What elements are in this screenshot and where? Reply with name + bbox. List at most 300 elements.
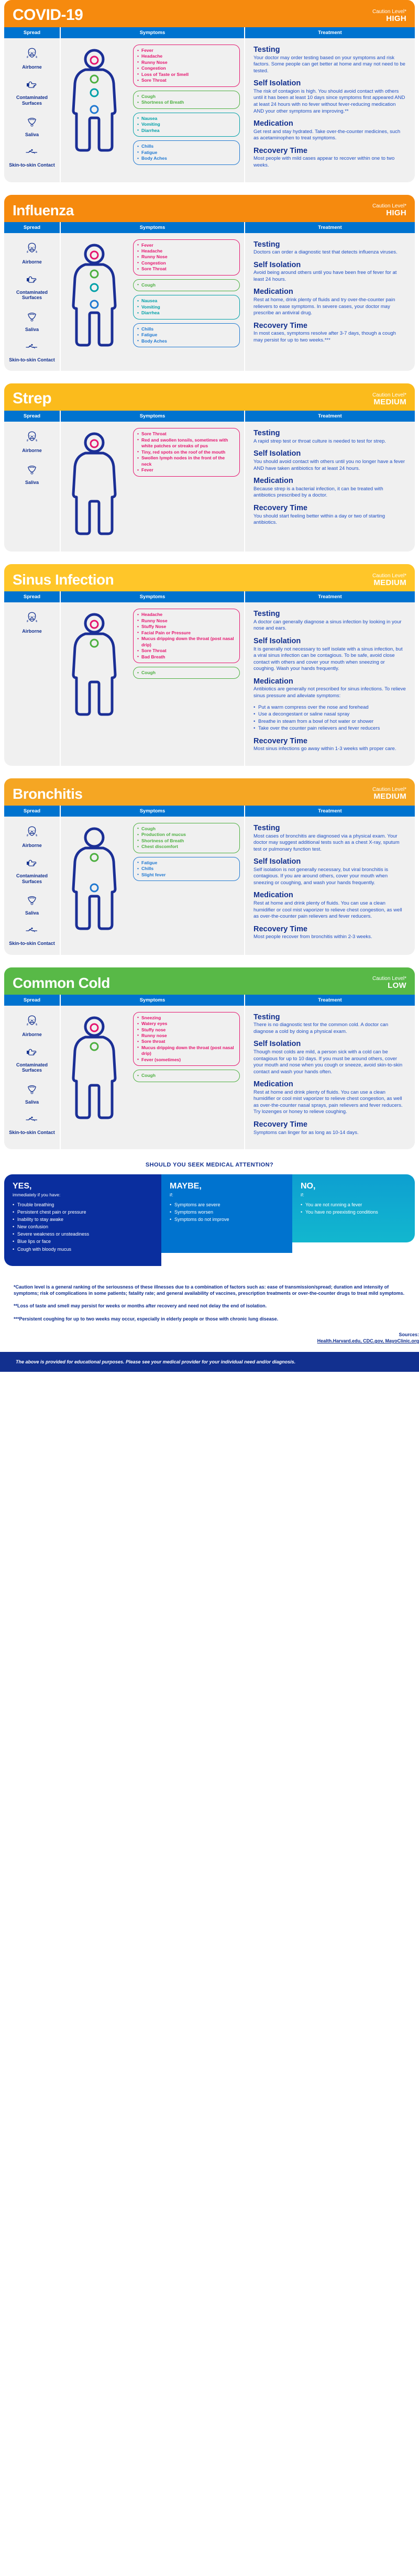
disclaimer-bar: The above is provided for educational purposes. Please see your medical provider for your individual need and/or diagnosis. <box>0 1352 419 1372</box>
column-header-symptoms: Symptoms <box>61 411 245 422</box>
footnotes <box>14 1284 405 1322</box>
treatment-block <box>253 925 406 941</box>
body-figure <box>63 45 126 162</box>
column-header-symptoms: Symptoms <box>61 222 245 233</box>
treatment-heading: Recovery Time <box>253 503 307 512</box>
card-header <box>4 778 415 806</box>
treatment-body: It is generally not necessary to self isolate with a sinus infection, but a viral sinus infection can be contagious. To be safe, avoid close contact with others and cover your mouth when sneezing or coughing. Wash your hands frequently. <box>253 646 403 672</box>
treatment-block <box>253 119 406 142</box>
seek-item: • Trouble breathing <box>13 1202 153 1208</box>
seek-item: • Persistent chest pain or pressure <box>13 1209 153 1215</box>
treatment-heading: Recovery Time <box>253 924 307 933</box>
caution-level-label: Caution Level* <box>372 787 406 793</box>
spread-item-airborne <box>6 241 58 265</box>
seek-column-maybe <box>161 1174 292 1253</box>
spread-item-skin-to-skin-contact <box>6 342 58 362</box>
column-header-symptoms: Symptoms <box>61 27 245 38</box>
spread-label: Airborne <box>22 1031 42 1037</box>
symptom-item: • Slight fever <box>137 872 235 878</box>
saliva-icon <box>26 115 38 128</box>
spread-label: Contaminated Surfaces <box>16 873 48 884</box>
caution-level-value: MEDIUM <box>373 578 406 587</box>
hand-touch-icon <box>6 1047 58 1061</box>
hand-touch-icon <box>25 274 39 285</box>
symptom-item: • Shortness of Breath <box>137 838 235 844</box>
skin-contact-icon <box>6 342 58 356</box>
column-header-spread: Spread <box>4 995 61 1006</box>
seek-item: • Cough with bloody mucus <box>13 1246 153 1252</box>
skin-contact-icon <box>6 925 58 939</box>
symptom-group-teal <box>133 295 240 319</box>
symptom-item: • Congestion <box>137 260 235 266</box>
card-header <box>4 383 415 411</box>
sources-label: Sources: <box>399 1331 419 1337</box>
column-header-treatment: Treatment <box>318 594 342 600</box>
body-diagram <box>63 611 126 723</box>
treatment-heading: Self Isolation <box>253 79 301 88</box>
seek-item: • Severe weakness or unsteadiness <box>13 1231 153 1237</box>
treatment-heading: Testing <box>253 429 280 438</box>
airborne-icon <box>6 825 58 841</box>
treatment-heading: Testing <box>253 46 280 54</box>
treatment-heading: Medication <box>253 677 293 686</box>
airborne-icon <box>6 611 58 627</box>
disease-card-influenza <box>4 195 415 371</box>
spread-item-airborne <box>6 47 58 70</box>
footnote: ***Persistent coughing for up to two weeks may occur, especially in elderly people or those with chronic lung disease. <box>14 1316 279 1322</box>
symptom-item: • Bad Breath <box>137 654 235 660</box>
seek-heading: NO, <box>301 1182 316 1191</box>
symptom-group-pink <box>133 239 240 276</box>
disease-card-strep <box>4 383 415 552</box>
symptom-item: • Fever <box>137 467 235 473</box>
treatment-body: In most cases, symptoms resolve after 3-7 days, though a cough may persist for up to two weeks.*** <box>253 331 396 343</box>
symptom-item: • Fatigue <box>137 150 235 156</box>
treatment-body: There is no diagnostic test for the common cold. A doctor can diagnose a cold by doing a physical exam. <box>253 1022 389 1034</box>
symptoms-column <box>61 1006 245 1150</box>
spread-item-saliva <box>6 115 58 137</box>
symptom-boxes <box>126 45 240 165</box>
column-header-spread: Spread <box>4 27 61 38</box>
seek-item: • You have no preexisting conditions <box>301 1209 406 1215</box>
seek-item: • You are not running a fever <box>301 1202 406 1208</box>
saliva-icon <box>26 463 38 476</box>
column-header-treatment: Treatment <box>318 224 342 230</box>
symptom-item: • Sore Throat <box>137 78 235 83</box>
symptom-item: • Fatigue <box>137 860 235 866</box>
symptom-item: • Production of mucus <box>137 832 235 838</box>
treatment-body: Most cases of bronchitis are diagnosed via a physical exam. Your doctor may suggest additional tests such as a chest X-ray, sputum test or pulmonary function test. <box>253 833 400 852</box>
treatment-heading: Recovery Time <box>253 321 307 330</box>
airborne-icon <box>25 430 39 444</box>
symptom-item: • Fever (sometimes) <box>137 1057 235 1063</box>
symptom-group-pink <box>133 45 240 87</box>
caution-level <box>372 787 406 801</box>
spread-label: Skin-to-skin Contact <box>9 162 55 168</box>
treatment-block <box>253 322 406 344</box>
disease-card-bronchitis <box>4 778 415 955</box>
spread-column <box>4 233 61 371</box>
treatment-heading: Self Isolation <box>253 449 301 458</box>
spread-label: Skin-to-skin Contact <box>9 357 55 362</box>
treatment-column <box>245 817 415 955</box>
seek-item: • Symptoms are severe <box>170 1202 284 1208</box>
airborne-icon <box>6 430 58 446</box>
symptom-item: • Headache <box>137 53 235 59</box>
saliva-icon <box>6 894 58 909</box>
card-header <box>4 967 415 995</box>
symptom-item: • Vomiting <box>137 304 235 310</box>
treatment-heading: Testing <box>253 1012 280 1021</box>
spread-item-saliva <box>6 463 58 485</box>
spread-column <box>4 38 61 182</box>
symptoms-column <box>61 817 245 955</box>
symptom-item: • Mucus dripping down the throat (post nasal drip) <box>137 1045 235 1057</box>
symptom-group-blue <box>133 857 240 881</box>
card-body <box>4 602 415 766</box>
seek-columns <box>4 1174 415 1266</box>
spread-column <box>4 817 61 955</box>
column-header-spread: Spread <box>4 806 61 817</box>
spread-label: Contaminated Surfaces <box>16 95 48 106</box>
spread-label: Contaminated Surfaces <box>16 1062 48 1073</box>
symptom-item: • Diarrhea <box>137 310 235 316</box>
symptom-group-green <box>133 823 240 853</box>
treatment-block <box>253 610 406 632</box>
treatment-heading: Testing <box>253 823 280 832</box>
treatment-block <box>253 737 406 753</box>
card-body <box>4 38 415 182</box>
skin-contact-icon <box>25 1114 39 1126</box>
column-header-spread: Spread <box>4 411 61 422</box>
sources <box>0 1331 419 1345</box>
spread-item-skin-to-skin-contact <box>6 1114 58 1135</box>
seek-subheading: if: <box>301 1192 304 1198</box>
symptom-boxes <box>126 239 240 348</box>
caution-level <box>372 392 406 407</box>
treatment-body: Most people with mild cases appear to recover within one to two weeks. <box>253 156 395 168</box>
spread-label: Airborne <box>22 448 42 454</box>
column-headers <box>4 27 415 38</box>
hand-touch-icon <box>6 274 58 288</box>
spread-item-saliva <box>6 894 58 916</box>
symptom-item: • Diarrhea <box>137 128 235 134</box>
treatment-sublist-item: • Put a warm compress over the nose and forehead <box>253 704 406 711</box>
body-figure <box>63 823 126 940</box>
column-headers <box>4 222 415 233</box>
disease-title: Influenza <box>13 202 74 218</box>
spread-label: Airborne <box>22 629 42 634</box>
spread-item-airborne <box>6 430 58 453</box>
treatment-block <box>253 1080 406 1116</box>
symptom-boxes <box>126 823 240 881</box>
disease-card-list <box>0 0 419 1149</box>
treatment-heading: Medication <box>253 477 293 486</box>
treatment-heading: Self Isolation <box>253 857 301 866</box>
symptom-item: • Stuffy Nose <box>137 624 235 630</box>
symptom-item: • Runny Nose <box>137 60 235 65</box>
caution-level-value: HIGH <box>386 208 406 218</box>
symptom-item: • Chills <box>137 144 235 149</box>
treatment-heading: Self Isolation <box>253 636 301 645</box>
treatment-body: Though most colds are mild, a person sick with a cold can be contagious for up to 10 days. If you must be around others, cover your mouth and nose when you cough or sneeze, avoid skin-to-skin contact and wash your hands often. <box>253 1049 403 1075</box>
column-header-treatment: Treatment <box>318 30 342 36</box>
symptom-item: • Shortness of Breath <box>137 100 235 105</box>
symptom-item: • Cough <box>137 826 235 832</box>
symptom-item: • Facial Pain or Pressure <box>137 630 235 636</box>
treatment-heading: Recovery Time <box>253 1120 307 1129</box>
treatment-body: You should avoid contact with others until you no longer have a fever AND have taken antibiotics for at least 24 hours. <box>253 459 405 471</box>
spread-item-contaminated-surfaces <box>6 79 58 106</box>
column-header-symptoms: Symptoms <box>61 995 245 1006</box>
symptom-boxes <box>126 609 240 679</box>
card-header <box>4 195 415 222</box>
card-header <box>4 0 415 27</box>
treatment-heading: Medication <box>253 288 293 296</box>
spread-item-skin-to-skin-contact <box>6 925 58 946</box>
symptom-item: • Runny Nose <box>137 618 235 624</box>
column-header-treatment: Treatment <box>318 413 342 420</box>
treatment-body: You should start feeling better within a day or two of starting antibiotics. <box>253 513 385 526</box>
saliva-icon <box>26 894 38 906</box>
column-headers <box>4 995 415 1006</box>
airborne-icon <box>25 47 39 60</box>
spread-label: Airborne <box>22 64 42 70</box>
symptom-item: • Mucus dripping down the throat (post nasal drip) <box>137 636 235 648</box>
column-header-spread: Spread <box>4 591 61 602</box>
spread-label: Saliva <box>25 132 39 138</box>
treatment-column <box>245 233 415 371</box>
skin-contact-icon <box>25 147 39 158</box>
symptom-boxes <box>126 428 240 476</box>
card-body <box>4 422 415 552</box>
airborne-icon <box>6 47 58 63</box>
spread-column <box>4 1006 61 1150</box>
treatment-block <box>253 46 406 74</box>
symptom-group-green <box>133 1070 240 1082</box>
spread-item-skin-to-skin-contact <box>6 147 58 168</box>
caution-level <box>372 573 406 588</box>
caution-level-value: MEDIUM <box>373 792 406 801</box>
spread-item-saliva <box>6 310 58 332</box>
disease-title: Strep <box>13 390 52 408</box>
treatment-block <box>253 504 406 526</box>
saliva-icon <box>6 463 58 478</box>
spread-item-saliva <box>6 1083 58 1105</box>
treatment-body: Your doctor may order testing based on your symptoms and risk factors. Some people can get better at home and may not need to be tested. <box>253 54 405 74</box>
seek-subheading: immediately if you have: <box>13 1192 61 1198</box>
treatment-block <box>253 477 406 499</box>
caution-level-label: Caution Level* <box>372 976 406 982</box>
symptoms-column <box>61 422 245 552</box>
caution-level-label: Caution Level* <box>372 203 406 210</box>
seek-item: • Symptoms do not improve <box>170 1216 284 1223</box>
airborne-icon <box>6 1014 58 1030</box>
treatment-heading: Recovery Time <box>253 736 307 745</box>
saliva-icon <box>6 115 58 130</box>
symptoms-column <box>61 602 245 766</box>
spread-item-contaminated-surfaces <box>6 274 58 301</box>
treatment-column <box>245 38 415 182</box>
treatment-heading: Recovery Time <box>253 146 307 155</box>
treatment-column <box>245 602 415 766</box>
treatment-body: Antibiotics are generally not prescribed for sinus infections. To relieve sinus pressure and alleviate symptoms: <box>253 686 406 699</box>
seek-subheading: if: <box>170 1192 173 1198</box>
treatment-body: Self isolation is not generally necessary, but viral bronchitis is contagious. If you are around others, cover your mouth when sneezing or coughing, and wash your hands frequently. <box>253 866 388 886</box>
airborne-icon <box>25 825 39 839</box>
symptom-group-blue <box>133 323 240 347</box>
symptom-group-green <box>133 279 240 291</box>
spread-column <box>4 602 61 766</box>
symptom-item: • Nausea <box>137 116 235 122</box>
airborne-icon <box>25 241 39 255</box>
symptom-item: • Loss of Taste or Smell <box>137 72 235 78</box>
spread-label: Skin-to-skin Contact <box>9 1129 55 1135</box>
treatment-body: Because strep is a bacterial infection, it can be treated with antibiotics prescribed by a doctor. <box>253 486 383 499</box>
seek-heading: YES, <box>13 1182 32 1191</box>
card-body <box>4 233 415 371</box>
body-diagram <box>63 47 126 159</box>
symptom-item: • Congestion <box>137 65 235 71</box>
skin-contact-icon <box>25 342 39 353</box>
treatment-body: Symptoms can linger for as long as 10-14 days. <box>253 1129 359 1136</box>
treatment-body: Avoid being around others until you have been free of fever for at least 24 hours. <box>253 270 397 282</box>
treatment-block <box>253 261 406 283</box>
treatment-heading: Self Isolation <box>253 260 301 269</box>
symptom-item: • Sneezing <box>137 1015 235 1021</box>
skin-contact-icon <box>6 147 58 161</box>
treatment-block <box>253 240 406 256</box>
symptom-item: • Cough <box>137 282 235 288</box>
caution-level-value: MEDIUM <box>373 397 406 406</box>
saliva-icon <box>6 310 58 325</box>
symptom-item: • Fever <box>137 48 235 53</box>
seek-column-no <box>292 1174 415 1242</box>
symptom-item: • Body Aches <box>137 156 235 161</box>
symptom-item: • Stuffy nose <box>137 1027 235 1033</box>
treatment-body: Most people recover from bronchitis within 2-3 weeks. <box>253 934 372 940</box>
treatment-heading: Medication <box>253 119 293 128</box>
spread-label: Airborne <box>22 259 42 265</box>
treatment-block <box>253 857 406 886</box>
seek-item: • Symptoms worsen <box>170 1209 284 1215</box>
treatment-block <box>253 891 406 920</box>
symptom-item: • Cough <box>137 94 235 100</box>
saliva-icon <box>26 310 38 323</box>
body-diagram <box>63 825 126 938</box>
column-header-symptoms: Symptoms <box>61 806 245 817</box>
treatment-block <box>253 637 406 673</box>
symptom-item: • Sore throat <box>137 1039 235 1044</box>
seek-column-yes <box>4 1174 161 1266</box>
caution-level <box>372 203 406 218</box>
treatment-sublist-item: • Breathe in steam from a bowl of hot water or shower <box>253 719 406 725</box>
symptom-group-pink <box>133 1012 240 1066</box>
column-headers <box>4 411 415 422</box>
symptom-group-green <box>133 91 240 109</box>
symptom-item: • Headache <box>137 248 235 254</box>
symptom-group-pink <box>133 609 240 663</box>
hand-touch-icon <box>25 857 39 869</box>
disease-card-covid-19 <box>4 0 415 182</box>
symptom-group-teal <box>133 113 240 137</box>
symptom-item: • Runny nose <box>137 1033 235 1039</box>
symptom-item: • Chills <box>137 866 235 872</box>
symptom-item: • Body Aches <box>137 338 235 344</box>
seek-section-title: SHOULD YOU SEEK MEDICAL ATTENTION? <box>145 1162 274 1169</box>
body-diagram <box>63 241 126 354</box>
footnote: *Caution level is a general ranking of the seriousness of these illnesses due to a combination of factors such as: ease of transmission/spread; duration and intensity of symptoms; risk of complications in some patients; fatality rate; and general availability of vaccines, prescription treatments or over-the-counter drugs to treat mild symptoms. <box>14 1284 405 1296</box>
body-figure <box>63 428 126 545</box>
spread-item-airborne <box>6 825 58 848</box>
treatment-block <box>253 1120 406 1136</box>
body-figure <box>63 239 126 357</box>
treatment-body: Rest at home, drink plenty of fluids and try over-the-counter pain relievers to ease symptoms. In severe cases, your doctor may prescribe an antiviral drug. <box>253 297 395 316</box>
treatment-body: Rest at home and drink plenty of fluids. You can use a clean humidifier or cool mist vaporizer to relieve chest congestion, as well as over-the-counter nasal sprays, pain relievers and fever reducers. Try lozenges or honey to relieve coughing. <box>253 1089 403 1115</box>
caution-level-label: Caution Level* <box>372 8 406 15</box>
treatment-body: A doctor can generally diagnose a sinus infection by looking in your nose and ears. <box>253 619 402 632</box>
treatment-block <box>253 1040 406 1075</box>
skin-contact-icon <box>25 925 39 937</box>
seek-heading: MAYBE, <box>170 1182 202 1191</box>
body-diagram <box>63 430 126 543</box>
saliva-icon <box>6 1083 58 1098</box>
body-figure <box>63 1012 126 1129</box>
treatment-block <box>253 1013 406 1036</box>
sources-links[interactable]: Health.Harvard.edu, CDC.gov, MayoClinic.org <box>317 1338 419 1344</box>
symptom-item: • Chills <box>137 326 235 332</box>
skin-contact-icon <box>6 1114 58 1128</box>
spread-label: Saliva <box>25 910 39 916</box>
spread-column <box>4 422 61 552</box>
column-headers <box>4 591 415 602</box>
column-header-symptoms: Symptoms <box>61 591 245 602</box>
airborne-icon <box>25 611 39 624</box>
saliva-icon <box>26 1083 38 1095</box>
treatment-sublist-item: • Take over the counter pain relievers and fever reducers <box>253 725 406 732</box>
symptom-item: • Vomiting <box>137 122 235 127</box>
treatment-block <box>253 147 406 169</box>
body-figure <box>63 609 126 726</box>
hand-touch-icon <box>6 857 58 872</box>
spread-label: Saliva <box>25 326 39 332</box>
symptom-group-green <box>133 667 240 679</box>
symptom-item: • Cough <box>137 670 235 676</box>
disease-card-sinus-infection <box>4 564 415 766</box>
disease-title: Sinus Infection <box>13 571 114 588</box>
treatment-body: Rest at home and drink plenty of fluids. You can use a clean humidifier or cool mist vaporizer to relieve chest congestion, as well as over-the-counter pain relievers and fever reducers. <box>253 900 402 920</box>
symptom-item: • Tiny, red spots on the roof of the mouth <box>137 449 235 455</box>
symptom-item: • Fatigue <box>137 332 235 338</box>
caution-level-value: LOW <box>388 981 406 990</box>
treatment-block <box>253 79 406 115</box>
treatment-body: Most sinus infections go away within 1-3 weeks with proper care. <box>253 746 396 752</box>
caution-level-value: HIGH <box>386 14 406 23</box>
spread-label: Contaminated Surfaces <box>16 289 48 301</box>
symptom-item: • Sore Throat <box>137 431 235 437</box>
body-diagram <box>63 1014 126 1127</box>
symptom-item: • Chest discomfort <box>137 844 235 850</box>
symptom-item: • Sore Throat <box>137 266 235 272</box>
symptom-item: • Swollen lymph nodes in the front of the neck <box>137 455 235 467</box>
seek-item: • Inability to stay awake <box>13 1216 153 1223</box>
hand-touch-icon <box>25 79 39 91</box>
column-header-treatment: Treatment <box>318 808 342 814</box>
disease-card-common-cold <box>4 967 415 1150</box>
card-body <box>4 1006 415 1150</box>
treatment-block <box>253 429 406 445</box>
caution-level-label: Caution Level* <box>372 392 406 398</box>
